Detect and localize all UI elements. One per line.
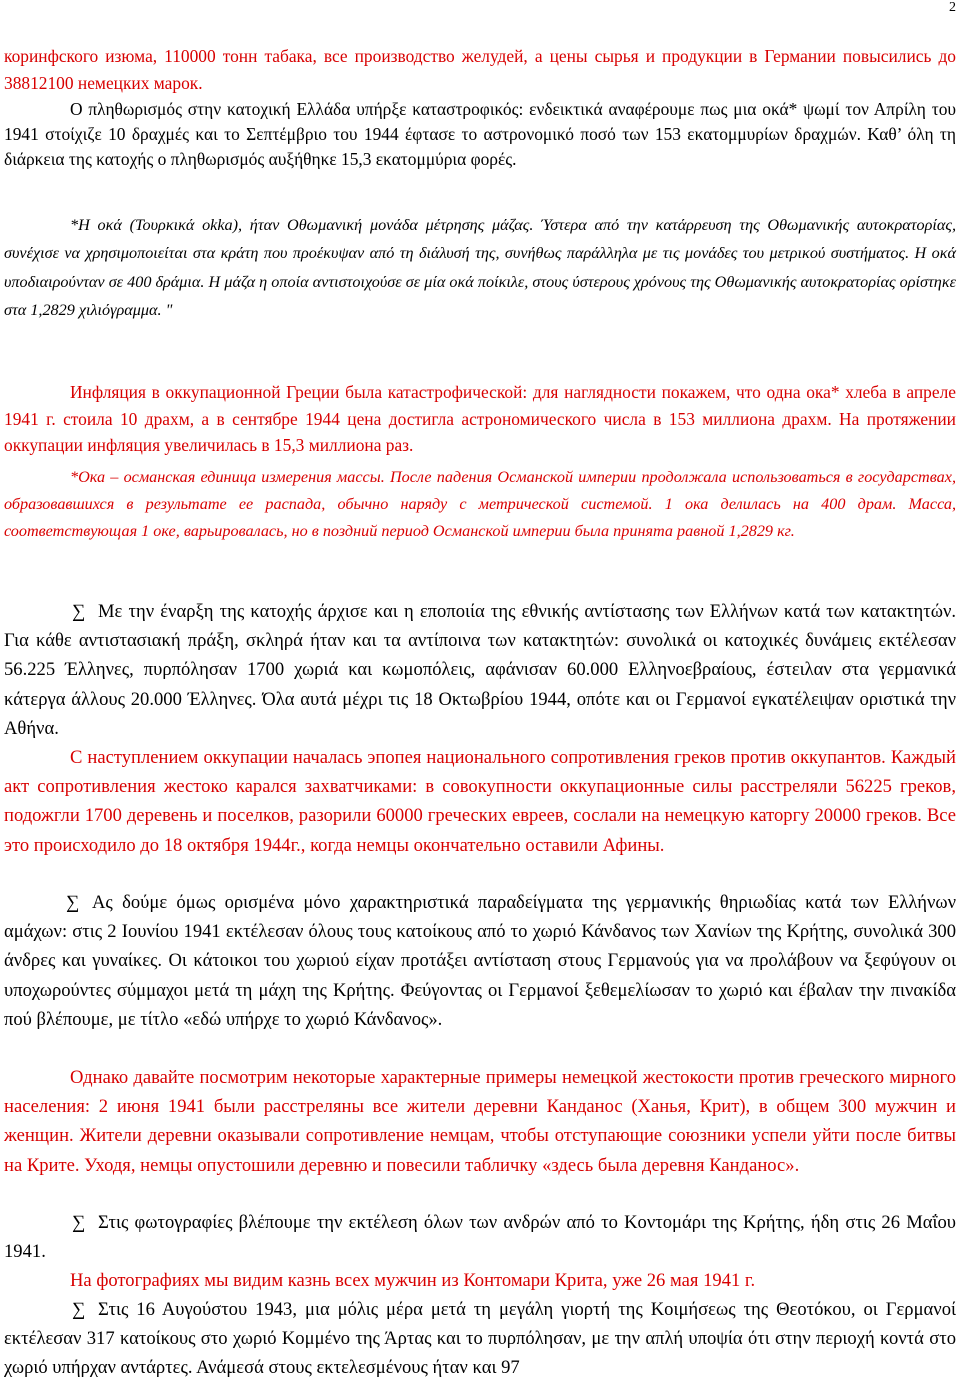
russian-paragraph-raisins: коринфского изюма, 110000 тонн табака, все производство желудей, а цены сырья и продукции в Германии повысились до 38812100 немецких марок. (4, 46, 956, 93)
greek-paragraph-resistance (4, 597, 956, 743)
greek-paragraph-kontomari (4, 1208, 956, 1266)
russian-paragraph-kandanos: Однако давайте посмотрим некоторые характерные примеры немецкой жестокости против греческого мирного населения: 2 июня 1941 были расстреляны все жители деревни Канданос (Ханья, Крит), в общем 300 мужчин и женщин. Жители деревни оказывали сопротивление немцам, чтобы отступающие союзники успели уйти после битвы на Крите. Уходя, немцы опустошили деревню и повесили табличку «здесь была деревня Канданос». (4, 1067, 956, 1176)
russian-paragraph-kontomari: На фотографиях мы видим казнь всех мужчин из Контомари Крита, уже 26 мая 1941 г. (70, 1270, 756, 1291)
russian-footnote-oka: *Ока – османская единица измерения массы. После падения Османской империи продолжала использоваться в государствах, образовавшихся в результате ее распада, обычно наряду с метрической системой. 1 ока делилась на 400 драм. Масса, соответствующая 1 оке, варьировалась, но в поздний период Османской империи была принята равной 1,2829 кг. (4, 468, 956, 540)
greek-paragraph-kommeno-text: Στις 16 Αυγούστου 1943, μια μόλις μέρα μετά τη μεγάλη γιορτή της Κοιμήσεως της Θεοτόκου, οι Γερμανοί εκτέλεσαν 317 κατοίκους στο χωριό Κομμένο της Άρτας και το πυρπόλησαν, με την απλή υποψία ότι στην περιοχή κοντά στο χωριό υπήρχαν αντάρτες. Ανάμεσά στους εκτελεσμένους ήταν και 97 (4, 1299, 956, 1379)
sigma-bullet-icon: ∑ (72, 601, 86, 622)
greek-paragraph-kontomari-text: Στις φωτογραφίες βλέπουμε την εκτέλεση όλων των ανδρών από το Κοντομάρι της Κρήτης, ήδη στις 26 Μαΐου 1941. (4, 1212, 956, 1263)
greek-paragraph-resistance-text: Με την έναρξη της κατοχής άρχισε και η εποποιία της εθνικής αντίστασης των Ελλήνων κατά των κατακτητών. Για κάθε αντιστασιακή πράξη, σκληρά ήταν και τα αντίποινα των κατακτητών: συνολικά οι κατοχικές δυνάμεις εκτέλεσαν 56.225 Έλληνες, πυρπόλησαν 1700 χωριά και κωμοπόλεις, αφάνισαν 60.000 Ελληνοεβραίους, έστειλαν στα γερμανικά κάτεργα άλλους 20.000 Έλληνες. Όλα αυτά μέχρι τις 18 Οκτωβρίου 1944, οπότε και οι Γερμανοί εγκατέλειψαν οριστικά την Αθήνα. (4, 601, 956, 739)
greek-paragraph-inflation: Ο πληθωρισμός στην κατοχική Ελλάδα υπήρξε καταστροφικός: ενδεικτικά αναφέρουμε πως μια οκά* ψωμί τον Απρίλη του 1941 στοίχιζε 10 δραχμές και το Σεπτέμβριο του 1944 έφτασε το αστρονομικό ποσό των 153 εκατομμυρίων δραχμών. Καθ’ όλη τη διάρκεια της κατοχής ο πληθωρισμός αυξήθηκε 15,3 εκατομμύρια φορές. (4, 99, 956, 170)
greek-footnote-oka: *Η οκά (Τουρκικά okka), ήταν Οθωμανική μονάδα μέτρησης μάζας. Ύστερα από την κατάρρευση της Οθωμανικής αυτοκρατορίας, συνέχισε να χρησιμοποιείται στα κράτη που προέκυψαν από τη διάλυσή της, συνήθως παράλληλα με τις μονάδες του μετρικού συστήματος. Η οκά υποδιαιρούνταν σε 400 δράμια. Η μάζα η οποία αντιστοιχούσε σε μία οκά ποίκιλε, στους ύστερους χρόνους της Οθωμανικής αυτοκρατορίας ορίστηκε στα 1,2829 χιλιόγραμμα. " (4, 216, 956, 319)
sigma-bullet-icon: ∑ (72, 1299, 86, 1320)
greek-paragraph-kommeno (4, 1295, 956, 1383)
sigma-bullet-icon: ∑ (72, 1212, 86, 1233)
russian-paragraph-inflation: Инфляция в оккупационной Греции была катастрофической: для наглядности покажем, что одна ока* хлеба в апреле 1941 г. стоила 10 драхм, а в сентябре 1944 цена достигла астрономического числа в 153 миллиона драхм. На протяжении оккупации инфляция увеличилась в 15,3 миллиона раз. (4, 382, 956, 455)
sigma-bullet-icon: ∑ (66, 892, 80, 913)
greek-paragraph-kandanos (4, 888, 956, 1034)
greek-paragraph-kandanos-text: Ας δούμε όμως ορισμένα μόνο χαρακτηριστικά παραδείγματα της γερμανικής θηριωδίας κατά των Ελλήνων αμάχων: στις 2 Ιουνίου 1941 εκτέλεσαν όλους τους κατοίκους από το χωριό Κάνδανος των Χανίων της Κρήτης, συνολικά 300 άνδρες και γυναίκες. Οι κάτοικοι του χωριού είχαν προτάξει αντίσταση στους Γερμανούς για να προλάβουν να ξεφύγουν οι υποχωρούντες σύμμαχοι μετά τη μάχη της Κρήτης. Φεύγοντας οι Γερμανοί ξεθεμελίωσαν το χωριό και έβαλαν την πινακίδα πού βλέπουμε, με τίτλο «εδώ υπήρχε το χωριό Κάνδανος». (4, 892, 956, 1030)
page-number: 2 (949, 0, 956, 15)
russian-paragraph-resistance: С наступлением оккупации началась эпопея национального сопротивления греков против оккупантов. Каждый акт сопротивления жестоко карался захватчиками: в совокупности оккупационные силы расстреляли 56225 греков, подожгли 1700 деревень и поселков, разорили 60000 греческих евреев, сослали на немецкую каторгу 20000 греков. Все это происходило до 18 октября 1944г., когда немцы окончательно оставили Афины. (4, 747, 956, 856)
